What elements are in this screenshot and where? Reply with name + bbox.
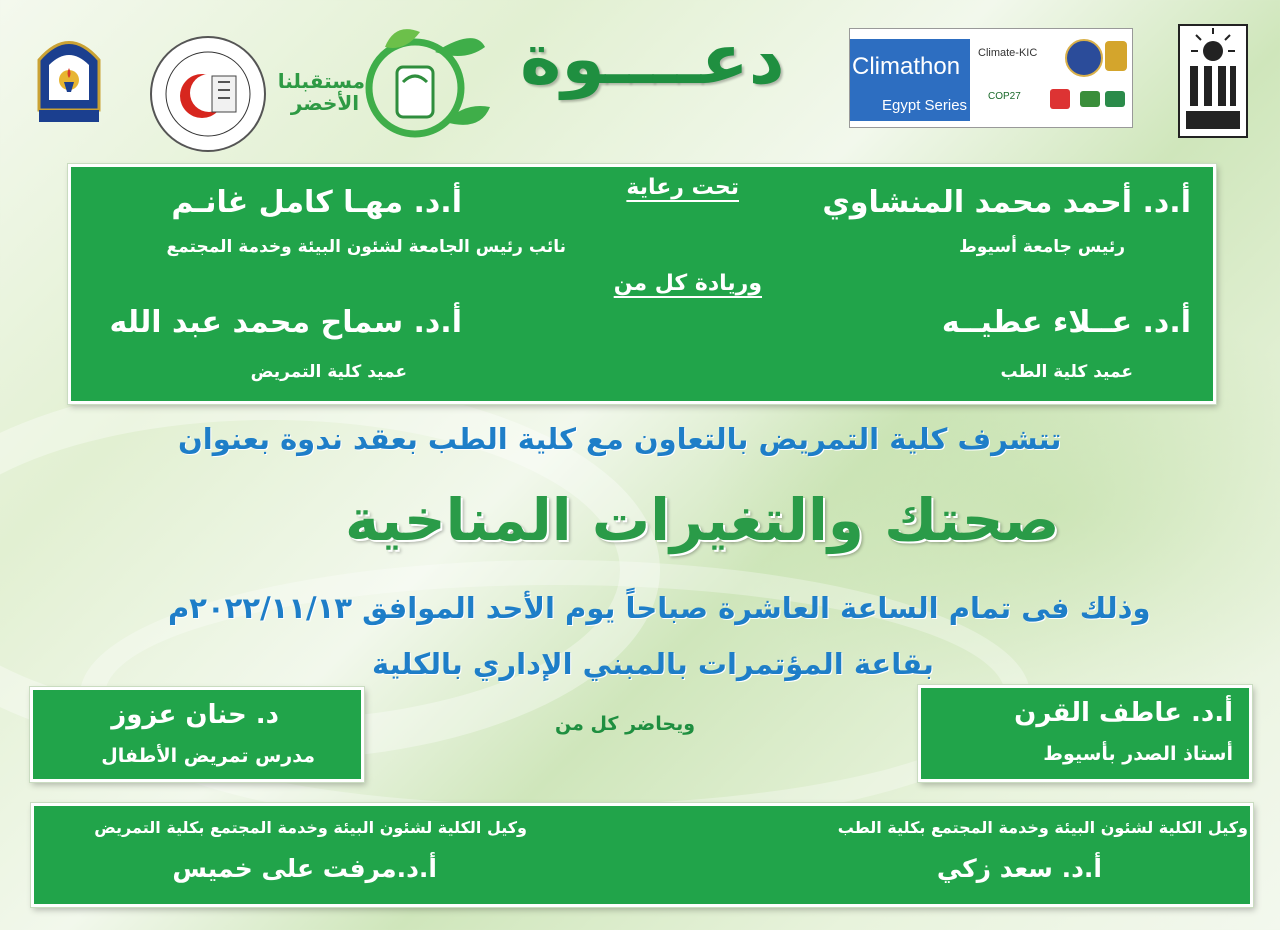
under-patronage-label: تحت رعاية (626, 175, 739, 200)
partner-logo-icon (1080, 91, 1100, 107)
patron-name-1: أ.د. أحمد محمد المنشاوي (822, 185, 1191, 220)
green-future-text: مستقبلنا الأخضر (277, 69, 365, 115)
vice-dean-name-1: أ.د. سعد زكي (936, 854, 1102, 883)
seminar-title: صحتك والتغيرات المناخية (345, 486, 1060, 554)
climate-kic-label: Climate-KIC (978, 47, 1038, 59)
partner-logo-icon (1105, 91, 1125, 107)
announcement-text: تتشرف كلية التمريض بالتعاون مع كلية الطب بعقد ندوة بعنوان (178, 422, 1062, 456)
vice-dean-title-1: وكيل الكلية لشئون البيئة وخدمة المجتمع بكلية الطب (837, 818, 1248, 837)
patron-name-4: أ.د. سماح محمد عبد الله (109, 305, 462, 340)
climathon-title-box (850, 39, 970, 121)
speaker-name-1: أ.د. عاطف القرن (1014, 698, 1233, 728)
partner-logo-icon (1050, 89, 1070, 109)
speaker-box-2 (30, 687, 364, 782)
patron-title-2: نائب رئيس الجامعة لشئون البيئة وخدمة المجتمع (166, 237, 566, 257)
patron-name-2: أ.د. مهـا كامل غانـم (171, 185, 462, 220)
faculty-of-nursing-seal-icon (34, 30, 104, 125)
green-future-logo (277, 22, 505, 152)
place-line: بقاعة المؤتمرات بالمبني الإداري بالكلية (372, 647, 934, 681)
climathon-banner (849, 28, 1133, 128)
patronage-panel (68, 164, 1216, 404)
time-line: وذلك فى تمام الساعة العاشرة صباحاً يوم الأحد الموافق ٢٠٢٢/١١/١٣م (168, 591, 1151, 625)
assiut-university-logo-icon (1180, 26, 1246, 136)
invitation-title: دعــــوة (520, 18, 785, 100)
university-seal-icon (1065, 39, 1103, 77)
vice-dean-name-2: أ.د.مرفت على خميس (172, 854, 437, 883)
and-presence-label: وريادة كل من (613, 271, 762, 296)
speaker-title-1: أستاذ الصدر بأسيوط (1043, 743, 1233, 765)
vice-deans-panel (31, 803, 1253, 907)
patron-title-3: عميد كلية الطب (1000, 362, 1133, 382)
cop27-label: COP27 (988, 91, 1021, 102)
egypt-eagle-icon (1105, 41, 1127, 71)
speaker-name-2: د. حنان عزوز (111, 700, 279, 730)
patron-title-1: رئيس جامعة أسيوط (959, 237, 1125, 257)
climathon-title: Climathon (852, 53, 961, 80)
vice-dean-title-2: وكيل الكلية لشئون البيئة وخدمة المجتمع بكلية التمريض (94, 818, 527, 837)
faculty-of-nursing-logo (34, 30, 104, 125)
patron-title-4: عميد كلية التمريض (250, 362, 407, 382)
faculty-of-medicine-logo (150, 36, 266, 152)
speaker-title-2: مدرس تمريض الأطفال (101, 745, 315, 767)
speakers-label: ويحاضر كل من (555, 713, 696, 735)
climathon-subtitle: Egypt Series (882, 97, 968, 114)
speaker-box-1 (918, 685, 1252, 782)
faculty-of-medicine-seal-icon (152, 38, 264, 150)
patron-name-3: أ.د. عــلاء عطيــه (941, 305, 1191, 340)
assiut-university-logo (1178, 24, 1248, 138)
